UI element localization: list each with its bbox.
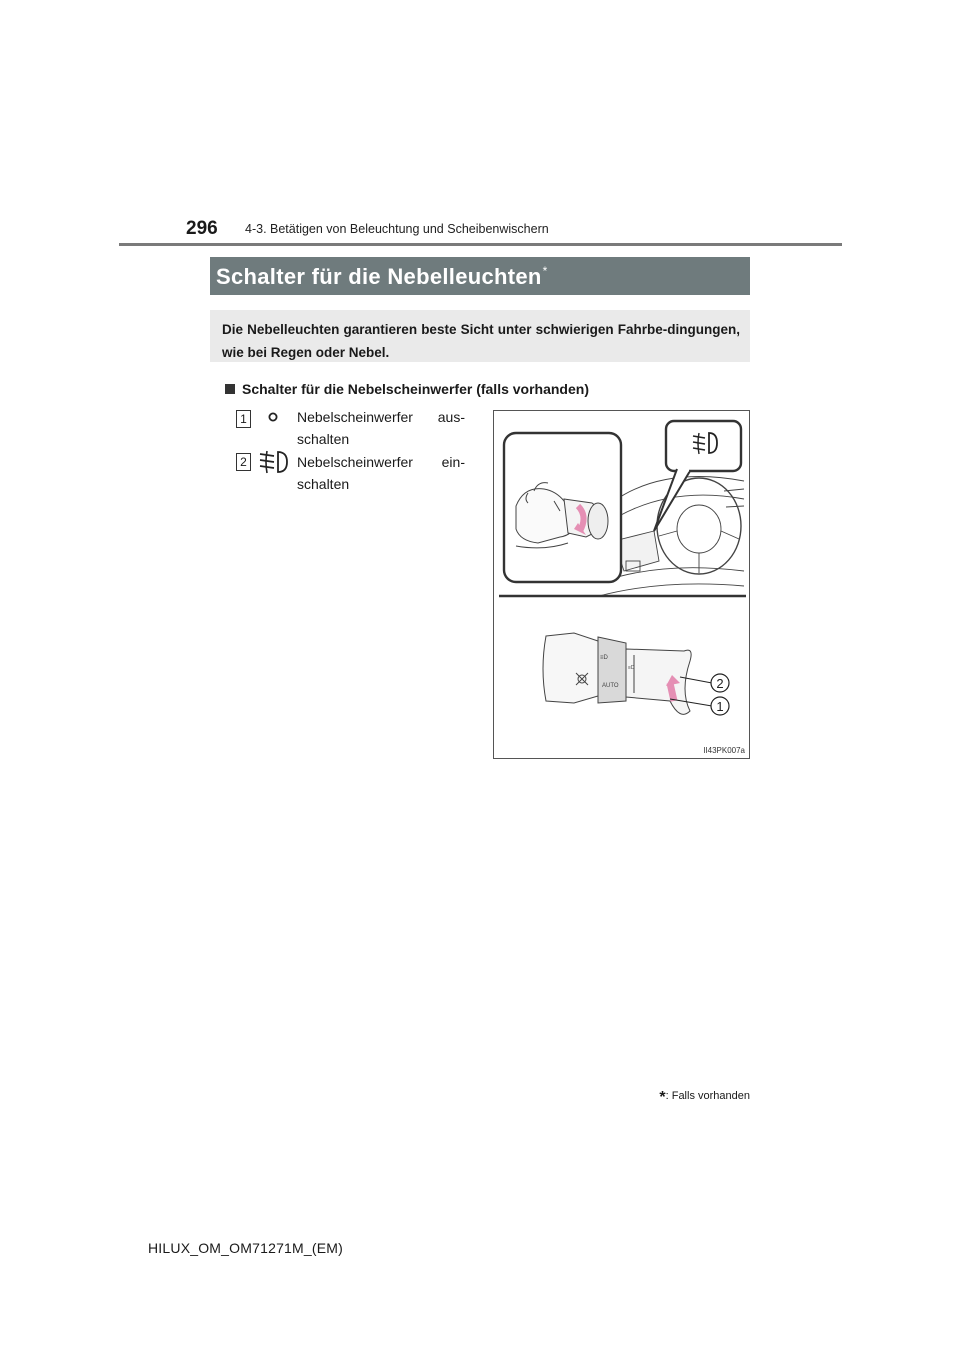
fog-light-icon [256, 448, 290, 481]
item-1-text [297, 406, 465, 450]
illustration [493, 410, 750, 759]
page-number: 296 [186, 218, 218, 239]
illustration-drawing [494, 411, 751, 760]
item-number-1: 1 [236, 410, 251, 428]
push-arrow [670, 683, 674, 701]
title-asterisk: * [542, 264, 548, 278]
header-divider [119, 243, 842, 246]
callout-2: 2 [716, 676, 724, 691]
lever-switch [543, 633, 691, 714]
item-2-label-end: ein- [441, 454, 465, 470]
subheading-text: Schalter für die Nebelscheinwerfer (falls vorhanden) [242, 381, 589, 397]
callout-1: 1 [716, 699, 724, 714]
footnote-asterisk: * [659, 1089, 666, 1106]
item-1-label: Nebelscheinwerfer [297, 409, 413, 425]
section-breadcrumb: 4-3. Betätigen von Beleuchtung und Scheibenwischern [245, 222, 549, 236]
item-2-label-cont: schalten [297, 476, 350, 492]
off-ring-icon [266, 410, 280, 429]
footnote-text: : Falls vorhanden [665, 1090, 750, 1102]
page-title-text: Schalter für die Nebelleuchten [216, 264, 542, 289]
item-1-label-cont: schalten [297, 431, 350, 447]
item-2-text [297, 451, 465, 495]
item-2-label: Nebelscheinwerfer [297, 454, 413, 470]
item-1-label-end: aus- [437, 409, 465, 425]
square-bullet-icon [225, 384, 235, 394]
item-number-2: 2 [236, 453, 251, 471]
footnote [659, 1089, 750, 1107]
symbol-callout [666, 421, 741, 471]
intro-text: Die Nebelleuchten garantieren beste Sicht unter schwierigen Fahrbe-dingungen, wie bei Regen oder Nebel. [222, 322, 740, 360]
svg-text:≡D: ≡D [628, 665, 635, 671]
image-code: II43PK007a [703, 746, 745, 755]
svg-text:AUTO: AUTO [602, 683, 619, 689]
svg-text:≡D: ≡D [600, 655, 608, 661]
footer-doc-id: HILUX_OM_OM71271M_(EM) [148, 1240, 344, 1256]
page-title [216, 264, 548, 290]
subheading [225, 381, 589, 397]
